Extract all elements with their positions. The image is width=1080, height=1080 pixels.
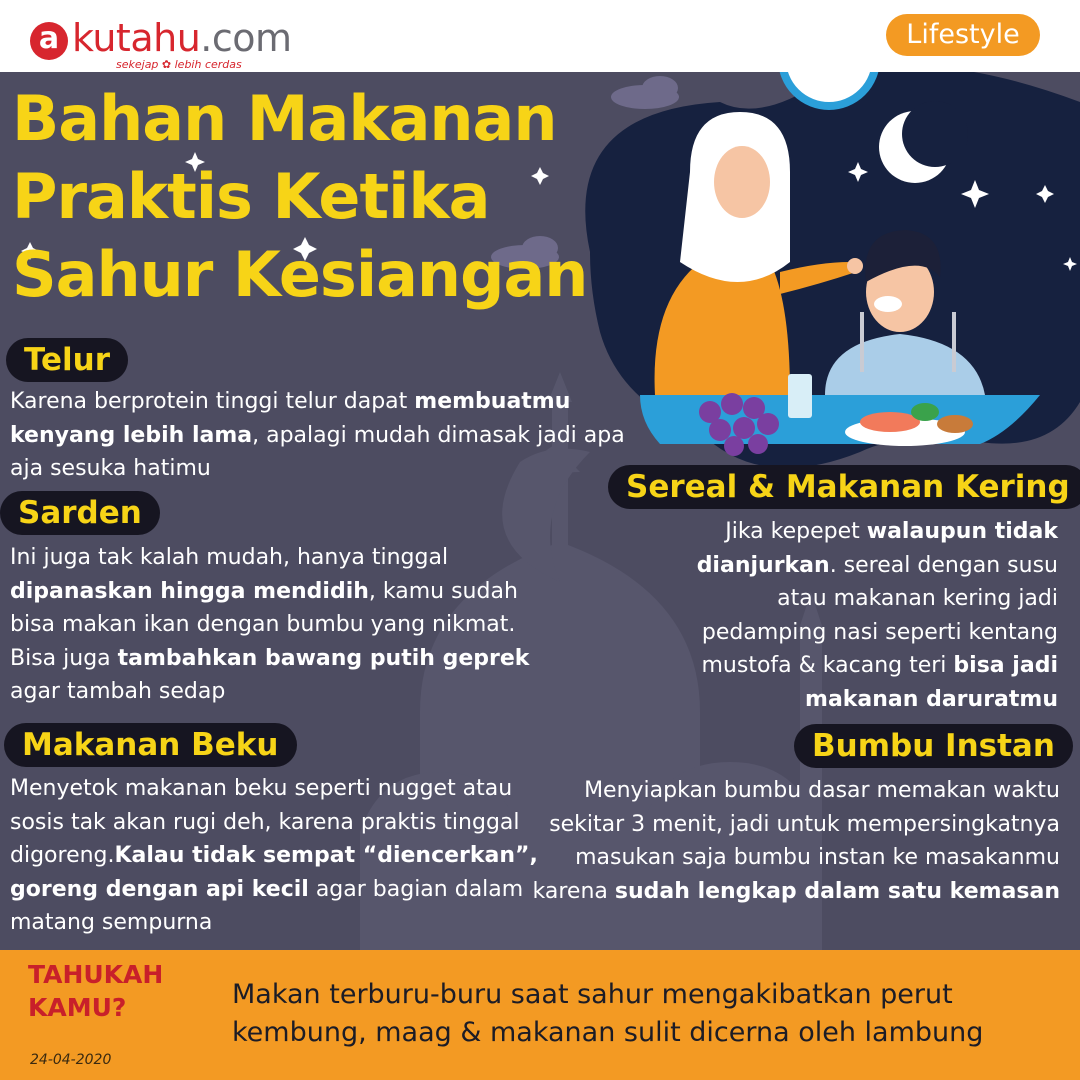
section-heading-bumbu-instan: Bumbu Instan	[794, 724, 1073, 768]
table	[640, 395, 1040, 444]
logo-mark: a	[30, 22, 68, 60]
section-text-makanan-beku: Menyetok makanan beku seperti nugget atau sosis tak akan rugi deh, karena praktis tinggal digoreng.Kalau tidak sempat “diencerkan”, goreng dengan api kecil agar bagian dalam matang sempurna	[10, 776, 538, 935]
footer-fact-bar	[0, 950, 1080, 1080]
logo-name: kutahu	[72, 16, 201, 60]
logo-wordmark	[72, 16, 292, 60]
logo-tagline: sekejap ✿ lebih cerdas	[116, 58, 242, 71]
page-title	[12, 80, 602, 314]
title-line: Bahan Makanan	[12, 82, 557, 155]
section-heading-makanan-beku: Makanan Beku	[4, 723, 297, 767]
section-heading-sarden: Sarden	[0, 491, 160, 535]
title-line: Praktis Ketika	[12, 160, 490, 233]
chicken	[937, 415, 973, 433]
fact-text: Makan terburu-buru saat sahur mengakibatkan perut kembung, maag & makanan sulit dicerna oleh lambung	[232, 979, 984, 1048]
salmon	[860, 412, 920, 432]
section-text-bumbu-instan: Menyiapkan bumbu dasar memakan waktu sekitar 3 menit, jadi untuk mempersingkatnya masukan saja bumbu instan ke masakanmu karena sudah lengkap dalam satu kemasan	[532, 778, 1060, 904]
fact-title: TAHUKAH KAMU?	[28, 960, 164, 1022]
header-bar	[0, 0, 1080, 72]
logo-domain: .com	[200, 16, 292, 60]
publish-date: 24-04-2020	[30, 1052, 112, 1068]
category-badge: Lifestyle	[886, 14, 1040, 56]
glass	[788, 374, 812, 418]
title-line: Sahur Kesiangan	[12, 238, 588, 311]
section-text-telur: Karena berprotein tinggi telur dapat membuatmu kenyang lebih lama, apalagi mudah dimasak jadi apa aja sesuka hatimu	[10, 389, 625, 481]
section-heading-sereal: Sereal & Makanan Kering	[608, 465, 1080, 509]
vegetable	[911, 403, 939, 421]
section-text-sarden: Ini juga tak kalah mudah, hanya tinggal dipanaskan hingga mendidih, kamu sudah bisa makan ikan dengan bumbu yang nikmat. Bisa juga tambahkan bawang putih geprek agar tambah sedap	[10, 545, 530, 704]
section-heading-telur: Telur	[6, 338, 128, 382]
section-text-sereal: Jika kepepet walaupun tidak dianjurkan. sereal dengan susu atau makanan kering jadi pedamping nasi seperti kentang mustofa & kacang teri bisa jadi makanan daruratmu	[696, 519, 1058, 712]
